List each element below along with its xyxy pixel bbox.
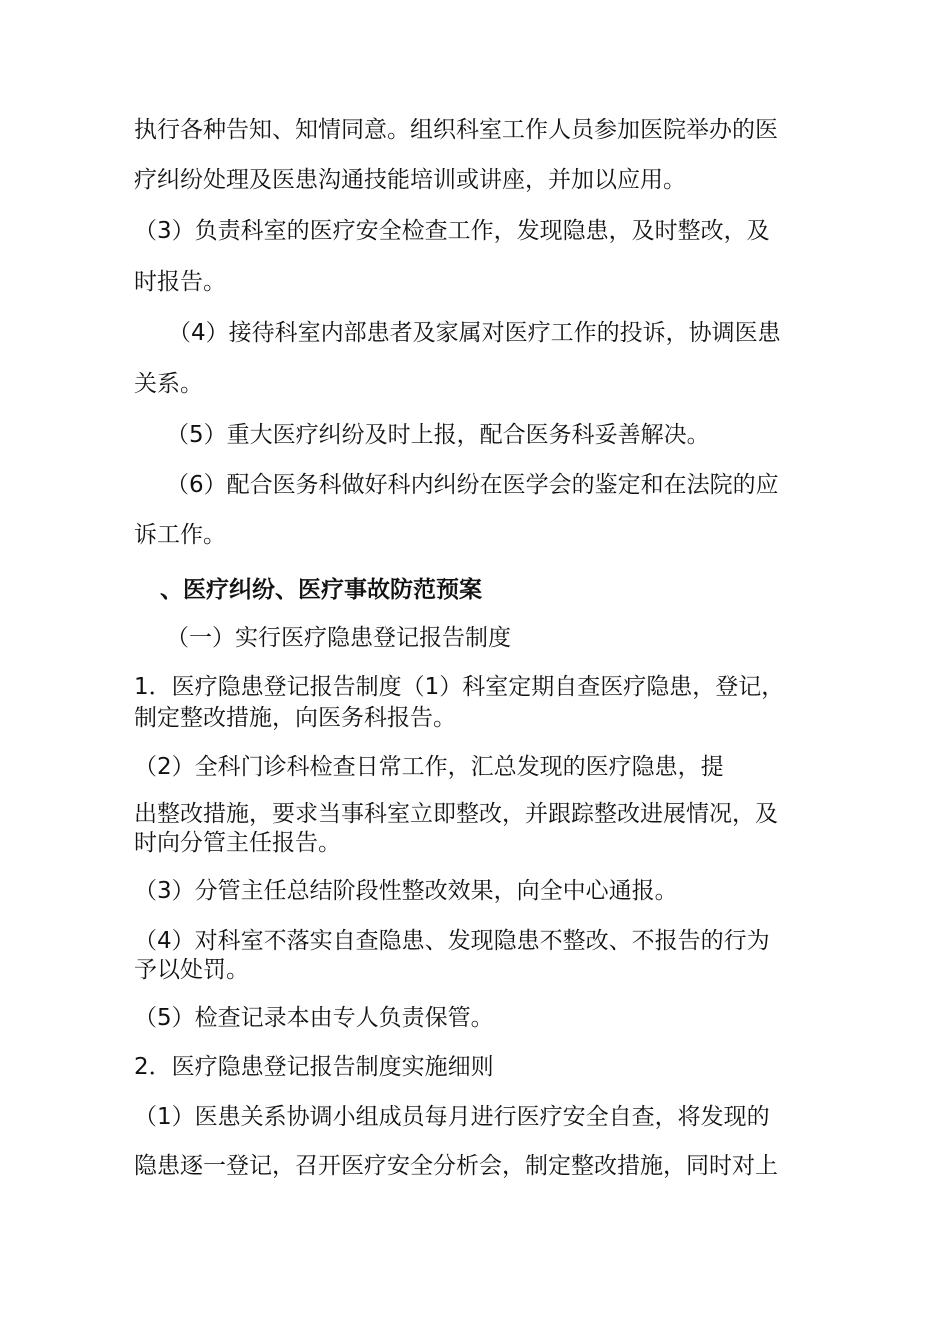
text-line: 2．医疗隐患登记报告制度实施细则 <box>134 1054 494 1080</box>
text-line: 出整改措施，要求当事科室立即整改，并跟踪整改进展情况，及 <box>134 801 778 827</box>
text-line: 制定整改措施，向医务科报告。 <box>134 705 456 731</box>
text-line: （6）配合医务科做好科内纠纷在医学会的鉴定和在法院的应 <box>166 472 779 498</box>
text-line: 1．医疗隐患登记报告制度（1）科室定期自查医疗隐患，登记， <box>134 674 785 700</box>
section-heading: 、医疗纠纷、医疗事故防范预案 <box>160 577 482 603</box>
text-line: 关系。 <box>134 371 203 397</box>
text-line: 疗纠纷处理及医患沟通技能培训或讲座，并加以应用。 <box>134 167 686 193</box>
text-line: 予以处罚。 <box>134 957 249 983</box>
text-line: （3）分管主任总结阶段性整改效果，向全中心通报。 <box>134 878 678 904</box>
text-line: 隐患逐一登记，召开医疗安全分析会，制定整改措施，同时对上 <box>134 1153 778 1179</box>
text-line: 时向分管主任报告。 <box>134 830 341 856</box>
text-line: （4）接待科室内部患者及家属对医疗工作的投诉，协调医患 <box>168 320 781 346</box>
subsection-heading: （一）实行医疗隐患登记报告制度 <box>166 625 511 651</box>
text-line: 诉工作。 <box>134 522 226 548</box>
text-line: 时报告。 <box>134 269 226 295</box>
text-line: 执行各种告知、知情同意。组织科室工作人员参加医院举办的医 <box>134 117 778 143</box>
text-line: （5）重大医疗纠纷及时上报，配合医务科妥善解决。 <box>166 422 710 448</box>
text-line: （3）负责科室的医疗安全检查工作，发现隐患，及时整改，及 <box>134 218 770 244</box>
text-line: （1）医患关系协调小组成员每月进行医疗安全自查，将发现的 <box>134 1104 770 1130</box>
text-line: （4）对科室不落实自查隐患、发现隐患不整改、不报告的行为 <box>134 928 770 954</box>
text-line: （5）检查记录本由专人负责保管。 <box>134 1005 494 1031</box>
text-line: （2）全科门诊科检查日常工作，汇总发现的医疗隐患，提 <box>134 754 724 780</box>
